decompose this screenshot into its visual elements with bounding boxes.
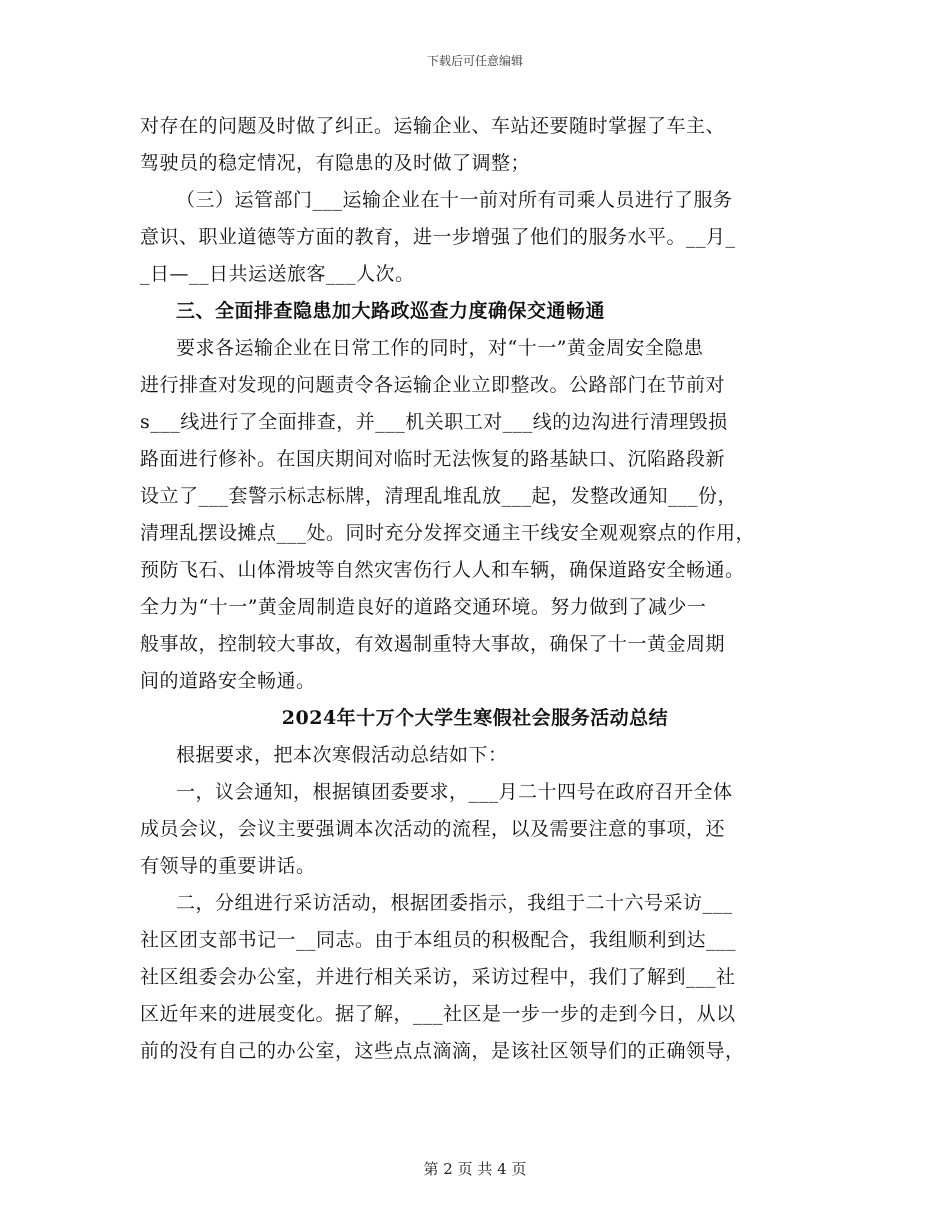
body-line: 驾驶员的稳定情况，有隐患的及时做了调整； (140, 152, 531, 174)
body-line: 进行排查对发现的问题责令各运输企业立即整改。公路部门在节前对 (140, 374, 726, 396)
document-title: 2024年十万个大学生寒假社会服务活动总结 (281, 707, 669, 729)
body-line: 路面进行修补。在国庆期间对临时无法恢复的路基缺口、沉陷路段新 (140, 448, 726, 470)
body-line: 一，议会通知，根据镇团委要求，___月二十四号在政府召开全体 (176, 781, 733, 803)
body-line: 根据要求，把本次寒假活动总结如下： (176, 744, 508, 766)
body-line: 社区组委会办公室，并进行相关采访，采访过程中，我们了解到___社 (140, 966, 736, 988)
body-line: （三）运管部门___运输企业在十一前对所有司乘人员进行了服务 (176, 189, 733, 211)
body-line: _日—__日共运送旅客___人次。 (140, 263, 415, 285)
body-line: 预防飞石、山体滑坡等自然灾害伤行人人和车辆，确保道路安全畅通。 (140, 559, 745, 581)
page-header-note: 下载后可任意编辑 (426, 54, 523, 68)
body-line: 区近年来的进展变化。据了解，___社区是一步一步的走到今日，从以 (140, 1003, 736, 1025)
body-line: 二，分组进行采访活动，根据团委指示，我组于二十六号采访___ (176, 892, 733, 914)
body-line: 般事故，控制较大事故，有效遏制重特大事故，确保了十一黄金周期 (140, 633, 726, 655)
body-line: 清理乱摆设摊点___处。同时充分发挥交通主干线安全观观察点的作用， (140, 522, 756, 544)
body-line: 前的没有自己的办公室，这些点点滴滴，是该社区领导们的正确领导， (140, 1040, 745, 1062)
body-line: 成员会议，会议主要强调本次活动的流程，以及需要注意的事项，还 (140, 818, 726, 840)
page-number: 第 2 页 共 4 页 (423, 1160, 527, 1178)
body-line: 意识、职业道德等方面的教育，进一步增强了他们的服务水平。__月_ (140, 226, 736, 248)
body-line: 要求各运输企业在日常工作的同时，对“十一”黄金周安全隐患 (176, 337, 704, 359)
body-line: 全力为“十一”黄金周制造良好的道路交通环境。努力做到了减少一 (140, 596, 707, 618)
body-line: s___线进行了全面排查，并___机关职工对___线的边沟进行清理毁损 (140, 411, 728, 433)
body-line: 有领导的重要讲话。 (140, 855, 316, 877)
body-line: 对存在的问题及时做了纠正。运输企业、车站还要随时掌握了车主、 (140, 115, 726, 137)
body-line: 间的道路安全畅通。 (140, 670, 316, 692)
section-heading: 三、全面排查隐患加大路政巡查力度确保交通畅通 (176, 300, 606, 322)
body-line: 设立了___套警示标志标牌，清理乱堆乱放___起，发整改通知___份， (140, 485, 738, 507)
body-line: 社区团支部书记一__同志。由于本组员的积极配合，我组顺利到达___ (140, 929, 737, 951)
